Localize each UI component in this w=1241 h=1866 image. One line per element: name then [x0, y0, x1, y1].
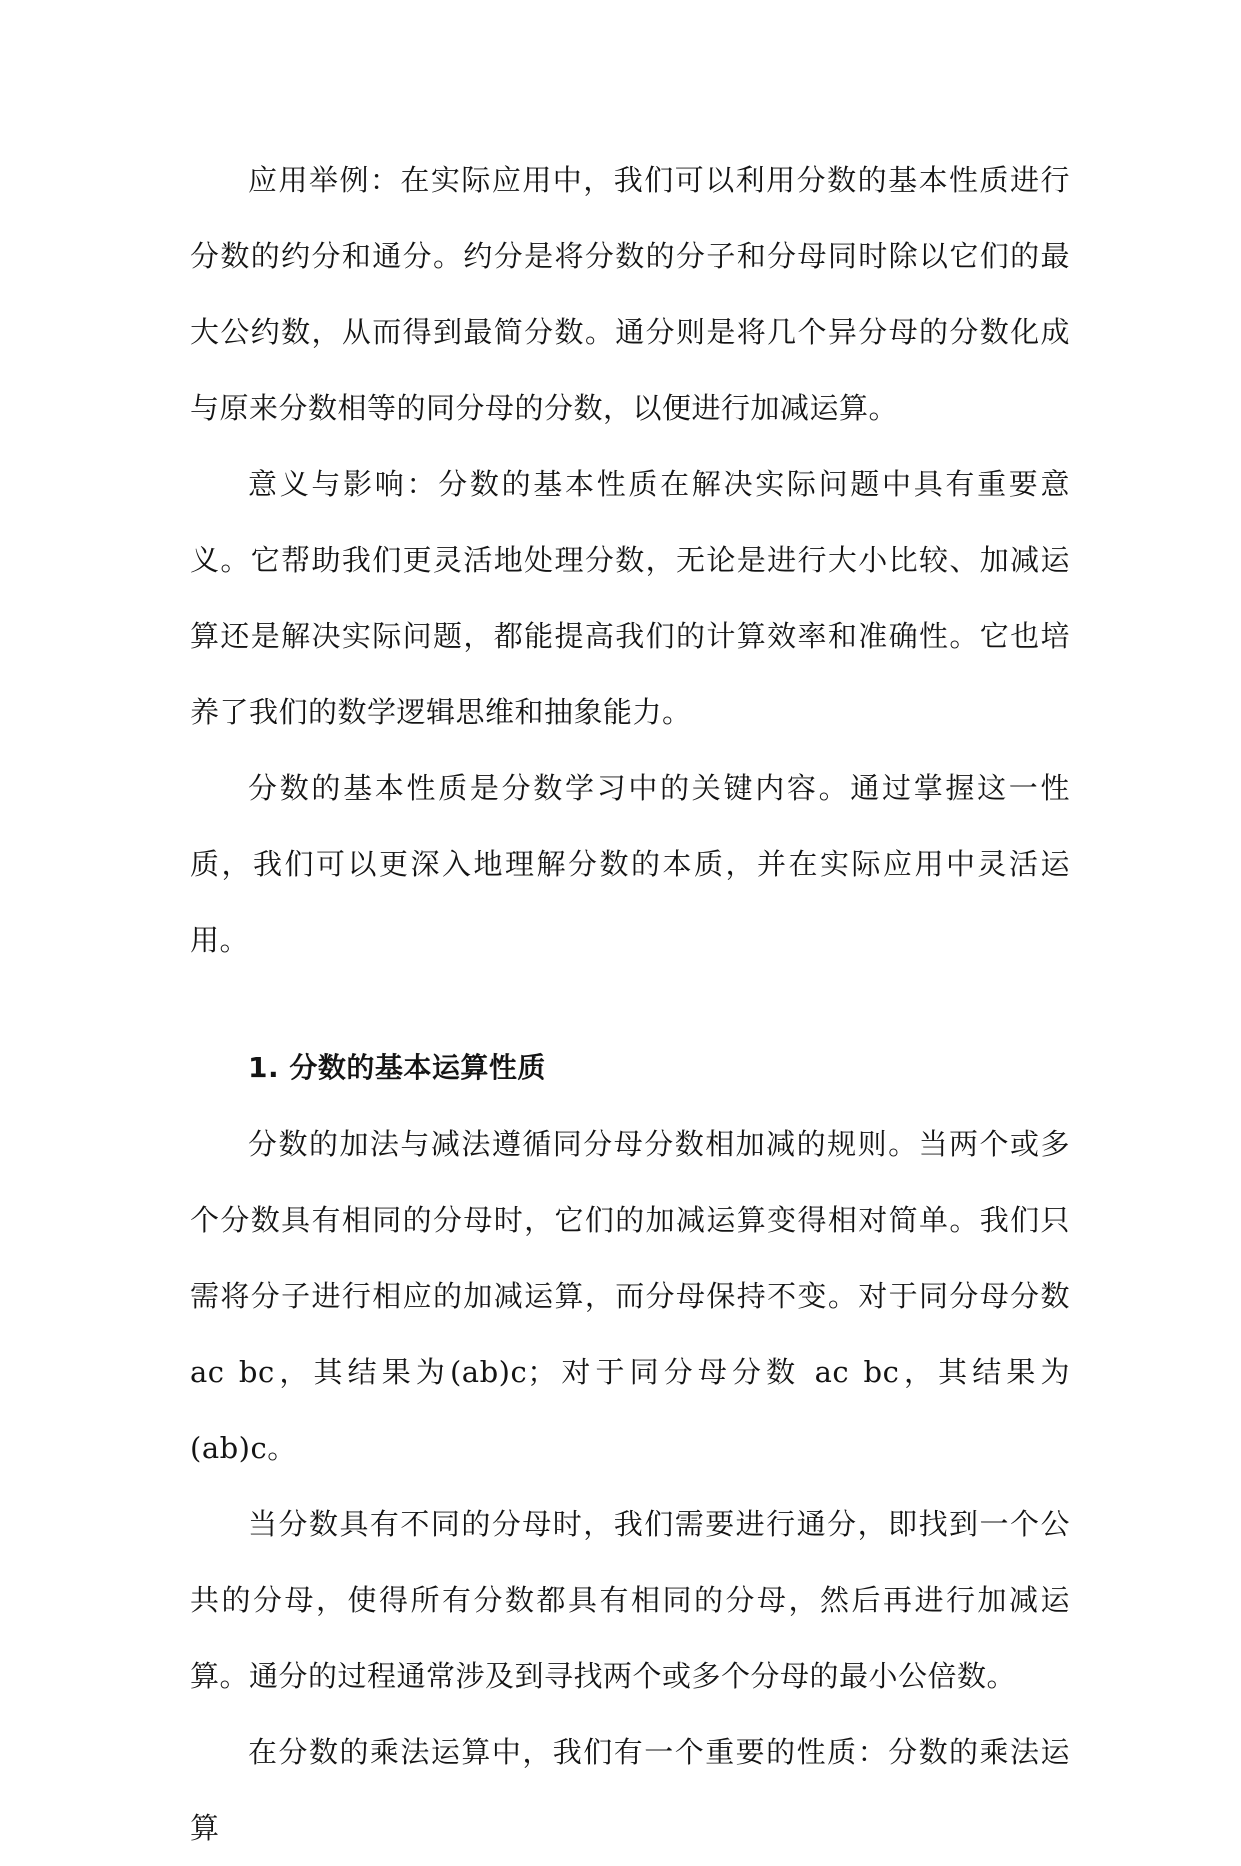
paragraph-addition-subtraction: 分数的加法与减法遵循同分母分数相加减的规则。当两个或多个分数具有相同的分母时，它们的加减运算变得相对简单。我们只需将分子进行相应的加减运算，而分母保持不变。对于同分母分数 ac bc，其结果为(ab)c；对于同分母分数 ac bc，其结果为(ab)c。	[190, 1127, 1070, 1465]
paragraph-multiplication: 在分数的乘法运算中，我们有一个重要的性质：分数的乘法运算	[190, 1735, 1070, 1845]
paragraph-significance: 意义与影响：分数的基本性质在解决实际问题中具有重要意义。它帮助我们更灵活地处理分数，无论是进行大小比较、加减运算还是解决实际问题，都能提高我们的计算效率和准确性。它也培养了我们的数学逻辑思维和抽象能力。	[190, 467, 1070, 729]
paragraph-common-denominator: 当分数具有不同的分母时，我们需要进行通分，即找到一个公共的分母，使得所有分数都具有相同的分母，然后再进行加减运算。通分的过程通常涉及到寻找两个或多个分母的最小公倍数。	[190, 1507, 1070, 1693]
document-body	[190, 142, 1070, 1866]
paragraph-application-example: 应用举例：在实际应用中，我们可以利用分数的基本性质进行分数的约分和通分。约分是将分数的分子和分母同时除以它们的最大公约数，从而得到最简分数。通分则是将几个异分母的分数化成与原来分数相等的同分母的分数，以便进行加减运算。	[190, 163, 1070, 425]
section-heading: 1. 分数的基本运算性质	[248, 1051, 546, 1084]
paragraph-summary: 分数的基本性质是分数学习中的关键内容。通过掌握这一性质，我们可以更深入地理解分数的本质，并在实际应用中灵活运用。	[190, 771, 1070, 957]
